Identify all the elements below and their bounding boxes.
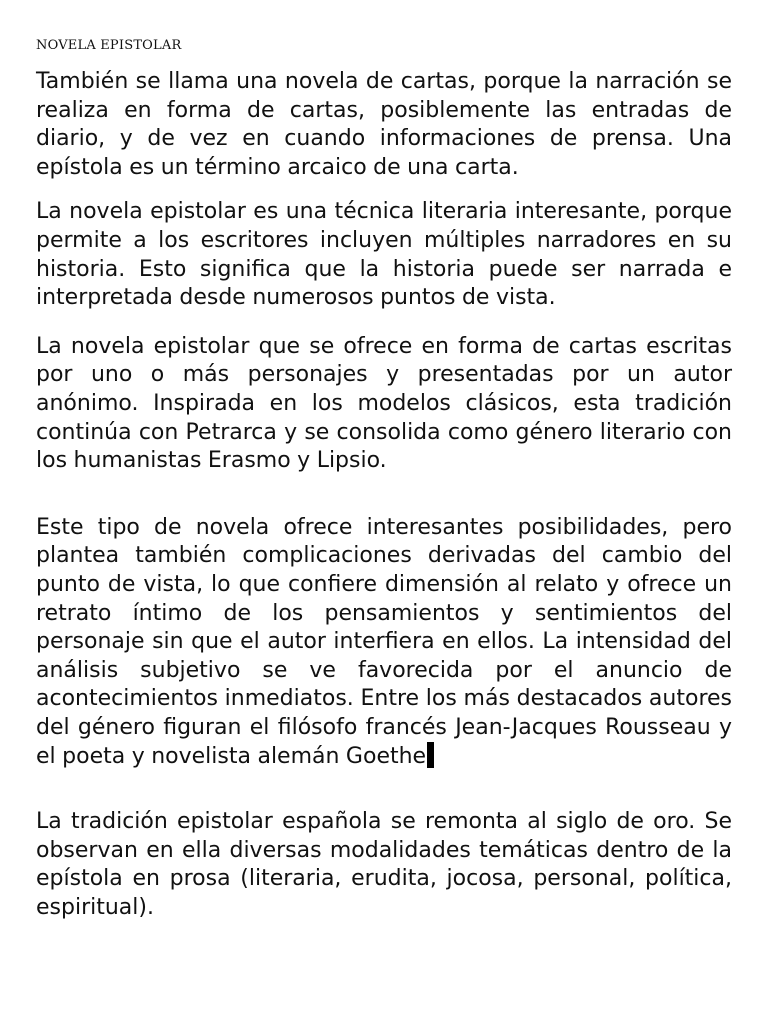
paragraph-4[interactable]: [36, 514, 732, 772]
paragraph-1[interactable]: También se llama una novela de cartas, porque la narración se realiza en forma de cartas, posiblemente las entradas de diario, y de vez en cuando informaciones de prensa. Una epístola es un término arcaico de una carta.: [36, 69, 732, 180]
paragraph-2[interactable]: La novela epistolar es una técnica literaria interesante, porque permite a los escritores incluyen múltiples narradores en su historia. Esto significa que la historia puede ser narrada e interpretada desde numerosos puntos de vista.: [36, 199, 732, 311]
paragraph-5[interactable]: La tradición epistolar española se remonta al siglo de oro. Se observan en ella diversas modalidades temáticas dentro de la epístola en prosa (literaria, erudita, jocosa, personal, política, espiritual).: [36, 809, 732, 920]
document-title: NOVELA EPISTOLAR: [36, 38, 182, 53]
paragraph-3[interactable]: La novela epistolar que se ofrece en forma de cartas escritas por uno o más personajes y presentadas por un autor anónimo. Inspirada en los modelos clásicos, esta tradición continúa con Petrarca y se consolida como género literario con los humanistas Erasmo y Lipsio.: [36, 333, 732, 474]
paragraph-4-text: Este tipo de novela ofrece interesantes posibilidades, pero plantea también complicaciones derivadas del cambio del punto de vista, lo que confiere dimensión al relato y ofrece un retrato íntimo de los pensamientos y sentimientos del personaje sin que el autor interfiera en ellos. La intensidad del análisis subjetivo se ve favorecida por el anuncio de acontecimientos inmediatos. Entre los más destacados autores del género figuran el filósofo francés Jean-Jacques Rousseau y el poeta y novelista alemán Goethe: [36, 514, 732, 770]
text-cursor: [427, 742, 434, 768]
